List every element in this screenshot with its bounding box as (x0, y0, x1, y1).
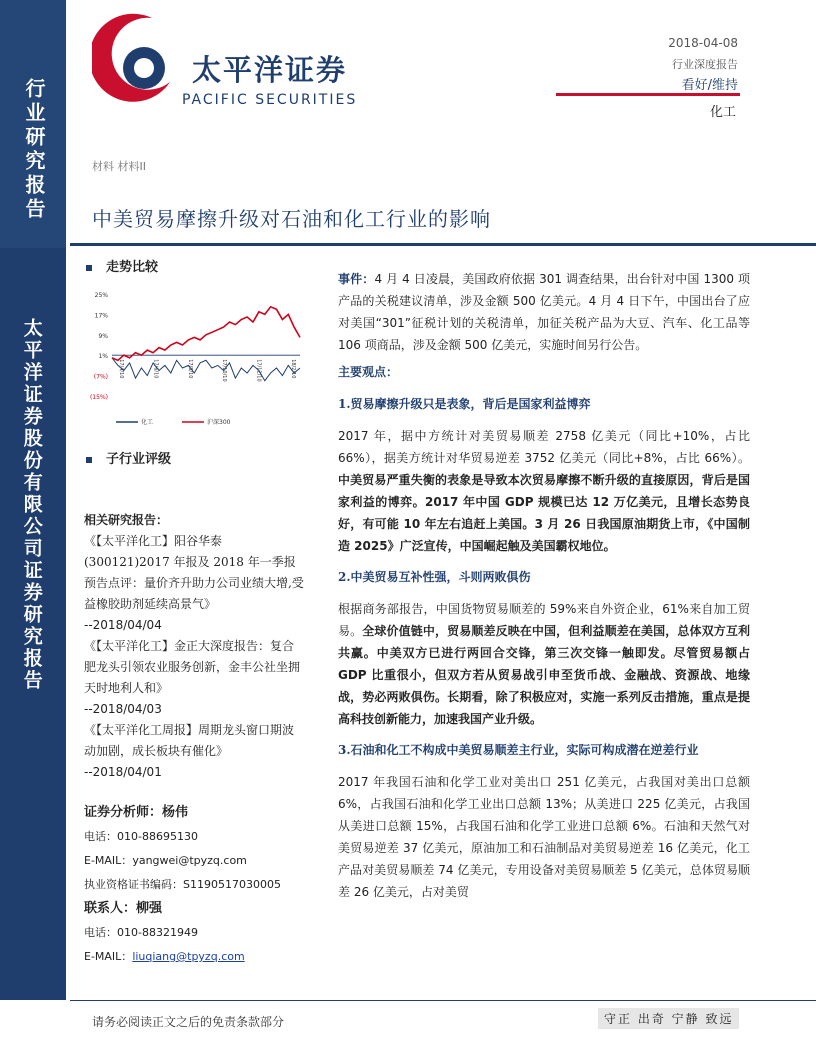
related-date: --2018/04/04 (84, 618, 162, 632)
paragraph: 2017 年我国石油和化学工业对美出口 251 亿美元，占我国对美出口总额 6%，占我国石油和化学工业出口总额 13%；从美进口 225 亿美元，占我国从美进口总额 15%，占我国石油和化学工业进口总额 6%。石油和天然气对美贸易逆差 37 亿美元，原油加工和石油制品对美贸易逆差 16 亿美元，化工产品对美贸易顺差 74 亿美元，专用设备对美贸易顺差 5 亿美元，总体贸易顺差 26 亿美元，占对美贸 (338, 775, 750, 899)
report-date: 2018-04-08 (668, 36, 738, 50)
sector: 化工 (709, 105, 736, 120)
y-tick-label: (7%) (93, 373, 108, 381)
legend-label: 沪深300 (207, 419, 231, 426)
header-rule (556, 93, 740, 96)
footer-disclaimer: 请务必阅读正文之后的免责条款部分 (92, 1015, 285, 1029)
trend-chart (86, 282, 304, 432)
page-title: 中美贸易摩擦升级对石油和化工行业的影响 (92, 207, 491, 231)
logo-text-en: PACIFIC SECURITIES (182, 92, 358, 108)
footer-motto: 守正 出奇 宁静 致远 (598, 1008, 739, 1029)
paragraph: 根据商务部报告，中国货物贸易顺差的 59%来自外资企业，61%来自加工贸易。全球价值链中，贸易顺差反映在中国，但利益顺差在美国，总体双方互利共赢。中美双方已进行两回合交锋，第三次交锋一触即发。尽管贸易额占 GDP 比重很小，但双方若从贸易战引申至货币战、金融战、资源战、地缘战，势必两败俱伤。长期看，除了积极应对，实施一系列反击措施，重点是提高科技创新能力，加速我国产业升级。 (338, 602, 750, 726)
left-column (84, 510, 304, 969)
trend-heading: 走势比较 (86, 256, 158, 275)
bullet-icon (86, 265, 92, 271)
bullet-icon (86, 457, 92, 463)
y-tick-label: 25% (94, 292, 108, 299)
sub-rating-heading: 子行业评级 (86, 448, 171, 467)
contact-name: 柳强 (136, 901, 163, 916)
category-banner (0, 0, 66, 248)
x-tick-label: 17/8/10 (186, 359, 193, 379)
related-item[interactable]: 《【太平洋化工周报】周期龙头窗口期波动加剧，成长板块有催化》 (84, 723, 295, 758)
x-tick-label: 17/12/10 (255, 359, 262, 382)
contact-phone: 010-88321949 (117, 926, 198, 939)
x-tick-label: 17/10/10 (221, 359, 228, 382)
paragraph: 2017 年，据中方统计对美贸易顺差 2758 亿美元（同比+10%，占比 66%），据美方统计对华贸易逆差 3752 亿美元（同比+8%，占比 66%）。中美贸易严重失衡的表象是导致本次贸易摩擦不断升级的直接原因，背后是国家利益的博弈。2017 年中国 GDP 规模已达 12 万亿美元，且增长态势良好，有可能 10 年左右追赶上美国。3 月 26 日我国原油期货上市，《中国制造 2025》广泛宣传，中国崛起触及美国霸权地位。 (338, 429, 750, 553)
y-tick-label: 9% (98, 332, 108, 340)
breadcrumb: 材料 材料II (92, 160, 146, 173)
y-tick-label: 17% (94, 312, 108, 320)
event-paragraph: 事件：4 月 4 日凌晨，美国政府依据 301 调查结果，出台针对中国 1300 项产品的关税建议清单，涉及金额 500 亿美元。4 月 4 日下午，中国出台了应对美国“301”征税计划的关税清单，加征关税产品为大豆、汽车、化工品等 106 项商品，涉及金额 500 亿美元，实施时间另行公告。 (338, 272, 750, 352)
rating: 看好/维持 (681, 78, 738, 93)
contact-email-link[interactable]: liuqiang@tpyzq.com (132, 950, 245, 963)
sidebar (0, 0, 66, 1000)
analyst-name: 杨伟 (162, 805, 189, 820)
related-date: --2018/04/03 (84, 702, 162, 716)
related-item[interactable]: 《【太平洋化工】金正大深度报告：复合肥龙头引领农业服务创新，金丰公社坐拥天时地利人和》 (84, 639, 301, 695)
report-type: 行业深度报告 (672, 58, 738, 71)
logo-icon (92, 12, 182, 108)
analyst-block: 证券分析师：杨伟 电话：010-88695130 E-MAIL：yangwei@tpyzq.com 执业资格证书编码：S1190517030005 联系人：柳强 电话：010-88321949 E-MAIL：liuqiang@tpyzq.com (84, 805, 281, 963)
title-rule (70, 243, 816, 246)
x-tick-label: 17/6/10 (152, 359, 159, 379)
section-3-title: 3.石油和化工不构成中美贸易顺差主行业，实际可构成潜在逆差行业 (338, 743, 699, 757)
main-body (338, 268, 750, 912)
category-label: 行业研究报告 (22, 78, 46, 222)
logo-text-cn: 太平洋证券 (192, 53, 348, 87)
x-tick-label: 17/4/10 (118, 359, 124, 379)
analyst-email: yangwei@tpyzq.com (132, 854, 247, 867)
section-1-title: 1.贸易摩擦升级只是表象，背后是国家利益博弈 (338, 397, 591, 411)
y-tick-label: (15%) (89, 394, 108, 401)
analyst-cert: S1190517030005 (183, 878, 281, 891)
related-heading: 相关研究报告： (84, 513, 169, 527)
x-tick-label: 18/2/10 (290, 359, 296, 379)
analyst-phone: 010-88695130 (117, 830, 198, 843)
section-2-title: 2.中美贸易互补性强，斗则两败俱伤 (338, 570, 531, 584)
series-line-csi300 (112, 307, 300, 361)
main-points-heading: 主要观点： (338, 365, 399, 379)
related-date: --2018/04/01 (84, 765, 162, 779)
series-line-chemical (112, 358, 300, 381)
company-label: 太平洋证券股份有限公司证券研究报告 (20, 318, 43, 692)
footer-rule (70, 1000, 816, 1001)
related-item[interactable]: 《【太平洋化工】阳谷华泰(300121)2017 年报及 2018 年一季报预告点评：量价齐升助力公司业绩大增,受益橡胶助剂延续高景气》 (84, 534, 304, 611)
y-tick-label: 1% (98, 353, 108, 361)
legend-label: 化工 (141, 419, 154, 426)
